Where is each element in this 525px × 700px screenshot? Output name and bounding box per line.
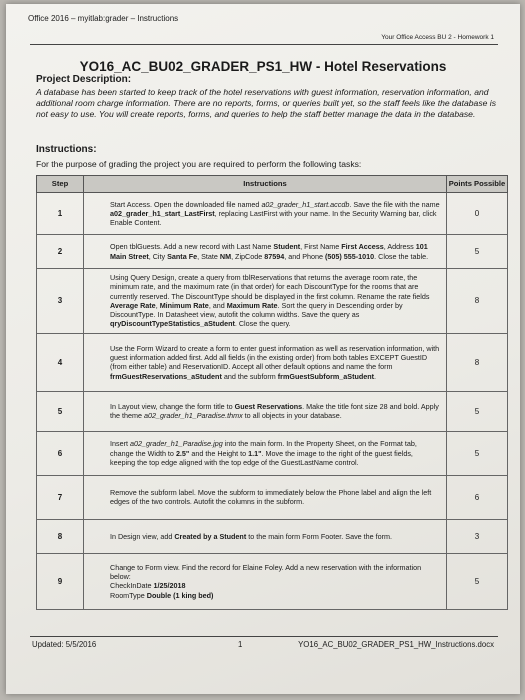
instruction-filename-text: a02_grader_h1_Paradise.jpg <box>129 439 223 449</box>
instruction-bold-text: frmGuestReservations_aStudent <box>110 371 222 381</box>
footer-updated: Updated: 5/5/2016 <box>32 640 97 649</box>
points-value: 5 <box>447 235 508 269</box>
instruction-text: . Move the image to the right of the guest fields, keeping the top edge aligned with the top edge of the GuestLastName control. <box>110 448 413 467</box>
document-title: YO16_AC_BU02_GRADER_PS1_HW - Hotel Reservations <box>79 59 447 74</box>
instruction-bold-text: frmGuestSubform_aStudent <box>277 371 375 381</box>
footer-rule <box>30 636 498 637</box>
instruction-text: , First Name <box>300 242 342 252</box>
step-instructions <box>84 333 447 391</box>
instruction-bold-text: 1/25/2018 <box>153 581 186 591</box>
points-value: 5 <box>447 391 508 431</box>
table-row <box>37 235 508 269</box>
points-value: 8 <box>447 333 508 391</box>
instruction-text: Change to Form view. Find the record for Elaine Foley. Add a new reservation with the information below: <box>110 562 422 581</box>
points-value: 3 <box>447 519 508 553</box>
table-row <box>37 193 508 235</box>
footer-page-number: 1 <box>238 640 243 649</box>
instruction-text: Using Query Design, create a query from tblReservations that returns the average room rate, the minimum rate, and the maximum rate (in that order) for each DiscountType for the rooms that are currently reserved. The DiscountType should be displayed in the first column. Rename the rate fields <box>110 273 430 301</box>
instruction-text: In Layout view, change the form title to <box>110 401 235 411</box>
page-header-right: Your Office Access BU 2 - Homework 1 <box>381 34 494 41</box>
instruction-bold-text: (505) 555-1010 <box>325 251 375 261</box>
instruction-text: Remove the subform label. Move the subform to immediately below the Phone label and align the left edges of the two controls. Autofit the columns in the subform. <box>110 487 432 507</box>
instructions-purpose: For the purpose of grading the project you are required to perform the following tasks: <box>36 159 362 169</box>
points-value: 0 <box>447 193 508 235</box>
header-rule <box>30 44 498 45</box>
step-instructions <box>84 431 447 475</box>
step-number: 1 <box>37 193 84 235</box>
points-column-header: Points Possible <box>447 176 508 193</box>
project-description-heading: Project Description: <box>36 74 132 85</box>
step-instructions <box>84 193 447 235</box>
footer-filename: YO16_AC_BU02_GRADER_PS1_HW_Instructions.docx <box>298 640 494 649</box>
document-page <box>6 4 520 694</box>
step-instructions <box>84 519 447 553</box>
instruction-text: Open tblGuests. Add a new record with Last Name <box>110 242 274 252</box>
points-value: 6 <box>447 475 508 519</box>
step-number: 4 <box>37 333 84 391</box>
instruction-text: RoomType <box>110 590 147 600</box>
table-row <box>37 519 508 553</box>
instruction-text: , Address <box>383 242 416 252</box>
step-number: 7 <box>37 475 84 519</box>
table-row <box>37 431 508 475</box>
instruction-bold-text: Student <box>273 242 301 252</box>
instruction-bold-text: Double (1 king bed) <box>146 590 214 600</box>
instruction-bold-text: Created by a Student <box>174 531 247 541</box>
instruction-bold-text: Guest Reservations <box>234 401 303 411</box>
points-value: 5 <box>447 553 508 609</box>
step-number: 3 <box>37 269 84 334</box>
instruction-text: to the main form Form Footer. Save the form. <box>246 531 393 541</box>
instruction-text: Start Access. Open the downloaded file named <box>110 199 262 209</box>
instruction-text: . Close the table. <box>374 251 429 261</box>
instruction-text: . Make the title font size 28 and bold. Apply the theme <box>110 401 439 421</box>
instruction-bold-text: 1.1" <box>248 448 262 458</box>
instruction-text: , ZipCode <box>231 251 265 261</box>
step-number: 6 <box>37 431 84 475</box>
instruction-bold-text: 2.5" <box>175 448 190 458</box>
step-number: 5 <box>37 391 84 431</box>
instruction-text: , and <box>208 300 227 310</box>
instruction-text: , State <box>197 251 220 261</box>
instruction-bold-text: 101 Main Street <box>110 242 428 261</box>
instruction-text: Insert <box>110 439 130 449</box>
instruction-text: . Sort the query in Descending order by DiscountType. In Datasheet view, autofit the column widths. Save the query as <box>110 300 403 320</box>
instruction-text: . Save the file with the name <box>349 199 440 209</box>
instruction-text: , City <box>148 251 168 261</box>
step-number: 8 <box>37 519 84 553</box>
instruction-text: into the main form. In the Property Sheet, on the Format tab, change the Width to <box>110 439 417 458</box>
step-instructions <box>84 235 447 269</box>
step-instructions <box>84 553 447 609</box>
instruction-text: In Design view, add <box>110 531 175 541</box>
instruction-text: , <box>155 300 160 310</box>
instruction-text: CheckInDate <box>110 581 154 591</box>
table-header-row <box>37 176 508 193</box>
step-number: 9 <box>37 553 84 609</box>
instructions-heading: Instructions: <box>36 144 97 155</box>
table-row <box>37 475 508 519</box>
instruction-text: . <box>374 371 377 381</box>
instruction-bold-text: First Access <box>341 242 384 252</box>
page-header-left: Office 2016 – myitlab:grader – Instructions <box>28 14 179 23</box>
table-row <box>37 333 508 391</box>
step-number: 2 <box>37 235 84 269</box>
instruction-text: to all objects in your database. <box>242 411 342 421</box>
table-row <box>37 553 508 609</box>
instruction-text: Use the Form Wizard to create a form to enter guest information as well as reservation information, with guest information added first. Add all fields (in the existing order) from both tables EXCEPT GuestID (from either table) and ReservationID. Accept all other default options and name the form <box>110 343 440 372</box>
instruction-text: , and Phone <box>284 251 325 261</box>
instruction-filename-text: a02_grader_h1_Paradise.thmx <box>143 411 243 421</box>
step-instructions <box>84 391 447 431</box>
points-value: 8 <box>447 269 508 334</box>
instruction-text: and the Height to <box>189 448 249 458</box>
instructions-table <box>36 175 508 610</box>
step-instructions <box>84 269 447 334</box>
step-instructions <box>84 475 447 519</box>
instruction-bold-text: Santa Fe <box>167 251 198 261</box>
instruction-text: , replacing LastFirst with your name. In the Security Warning bar, click Enable Content. <box>110 208 437 228</box>
instruction-bold-text: Maximum Rate <box>226 300 278 310</box>
instruction-bold-text: Minimum Rate <box>159 300 209 310</box>
instruction-bold-text: Average Rate <box>110 300 156 310</box>
project-description-text: A database has been started to keep track of the hotel reservations with guest information, reservation information, and additional room charge information. There are no reports, forms, or queries built yet, so the staff feels like the database is not easy to use. You will create reports, forms, and queries to help the staff better manage the data in the database. <box>36 87 497 119</box>
points-value: 5 <box>447 431 508 475</box>
instructions-column-header: Instructions <box>84 176 447 193</box>
instruction-text: and the subform <box>221 371 278 381</box>
instruction-text: . Close the query. <box>234 319 291 329</box>
instruction-bold-text: 87594 <box>264 251 285 261</box>
instruction-filename-text: a02_grader_h1_start.accdb <box>261 199 350 209</box>
table-row <box>37 269 508 334</box>
instruction-bold-text: a02_grader_h1_start_LastFirst <box>110 208 215 218</box>
instruction-bold-text: qryDiscountTypeStatistics_aStudent <box>110 319 235 329</box>
instruction-bold-text: NM <box>219 251 232 261</box>
step-column-header: Step <box>37 176 84 193</box>
table-row <box>37 391 508 431</box>
